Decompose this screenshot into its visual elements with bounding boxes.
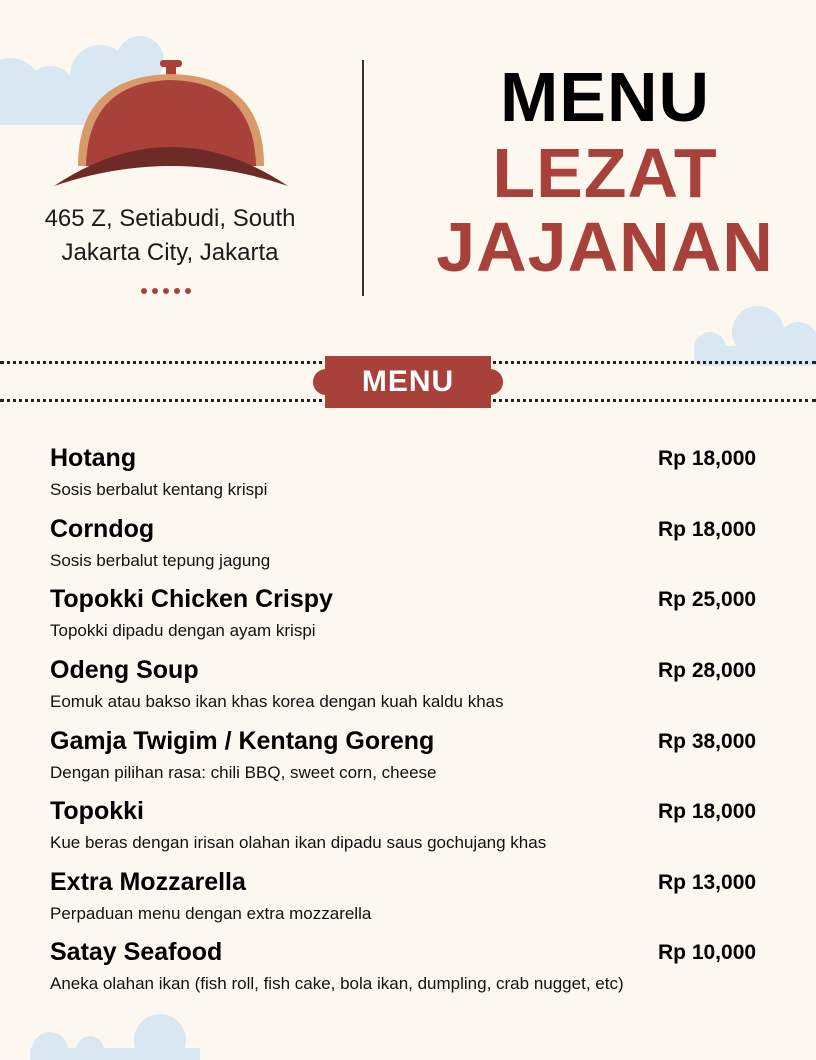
page-title bbox=[405, 58, 805, 286]
item-name: Odeng Soup bbox=[50, 656, 199, 684]
item-price: Rp 10,000 bbox=[658, 941, 757, 964]
item-name: Hotang bbox=[50, 444, 137, 472]
address-line-1: 465 Z, Setiabudi, South bbox=[44, 205, 296, 232]
item-price: Rp 18,000 bbox=[658, 800, 757, 823]
item-description: Eomuk atau bakso ikan khas korea dengan kuah kaldu khas bbox=[50, 692, 504, 711]
decorative-dots bbox=[141, 288, 191, 294]
item-name: Satay Seafood bbox=[50, 938, 223, 966]
item-description: Aneka olahan ikan (fish roll, fish cake, bola ikan, dumpling, crab nugget, etc) bbox=[50, 974, 624, 993]
cloche-icon bbox=[50, 58, 295, 193]
item-price: Rp 18,000 bbox=[658, 447, 757, 470]
item-description: Topokki dipadu dengan ayam krispi bbox=[50, 621, 316, 640]
item-price: Rp 13,000 bbox=[658, 871, 757, 894]
menu-section-banner bbox=[313, 356, 503, 408]
item-description: Dengan pilihan rasa: chili BBQ, sweet corn, cheese bbox=[50, 763, 437, 782]
item-description: Perpaduan menu dengan extra mozzarella bbox=[50, 904, 372, 923]
item-name: Topokki bbox=[50, 797, 144, 825]
item-name: Extra Mozzarella bbox=[50, 868, 246, 896]
menu-section-label: MENU bbox=[361, 365, 455, 398]
item-price: Rp 18,000 bbox=[658, 518, 757, 541]
item-description: Sosis berbalut tepung jagung bbox=[50, 551, 271, 570]
address-line-2: Jakarta City, Jakarta bbox=[61, 239, 279, 266]
item-name: Gamja Twigim / Kentang Goreng bbox=[50, 727, 435, 755]
item-name: Topokki Chicken Crispy bbox=[50, 585, 333, 613]
item-description: Sosis berbalut kentang krispi bbox=[50, 480, 268, 499]
restaurant-address bbox=[30, 202, 310, 270]
title-line-menu: MENU bbox=[499, 58, 711, 136]
item-price: Rp 38,000 bbox=[658, 730, 757, 753]
item-description: Kue beras dengan irisan olahan ikan dipadu saus gochujang khas bbox=[50, 833, 547, 852]
cloud-decoration-icon bbox=[10, 1010, 210, 1060]
item-name: Corndog bbox=[50, 515, 155, 543]
title-line-jajanan: JAJANAN bbox=[436, 208, 774, 286]
item-price: Rp 28,000 bbox=[658, 659, 757, 682]
cloud-decoration-icon bbox=[680, 300, 816, 370]
item-price: Rp 25,000 bbox=[658, 588, 757, 611]
vertical-divider bbox=[362, 60, 364, 296]
title-line-lezat: LEZAT bbox=[492, 134, 718, 212]
